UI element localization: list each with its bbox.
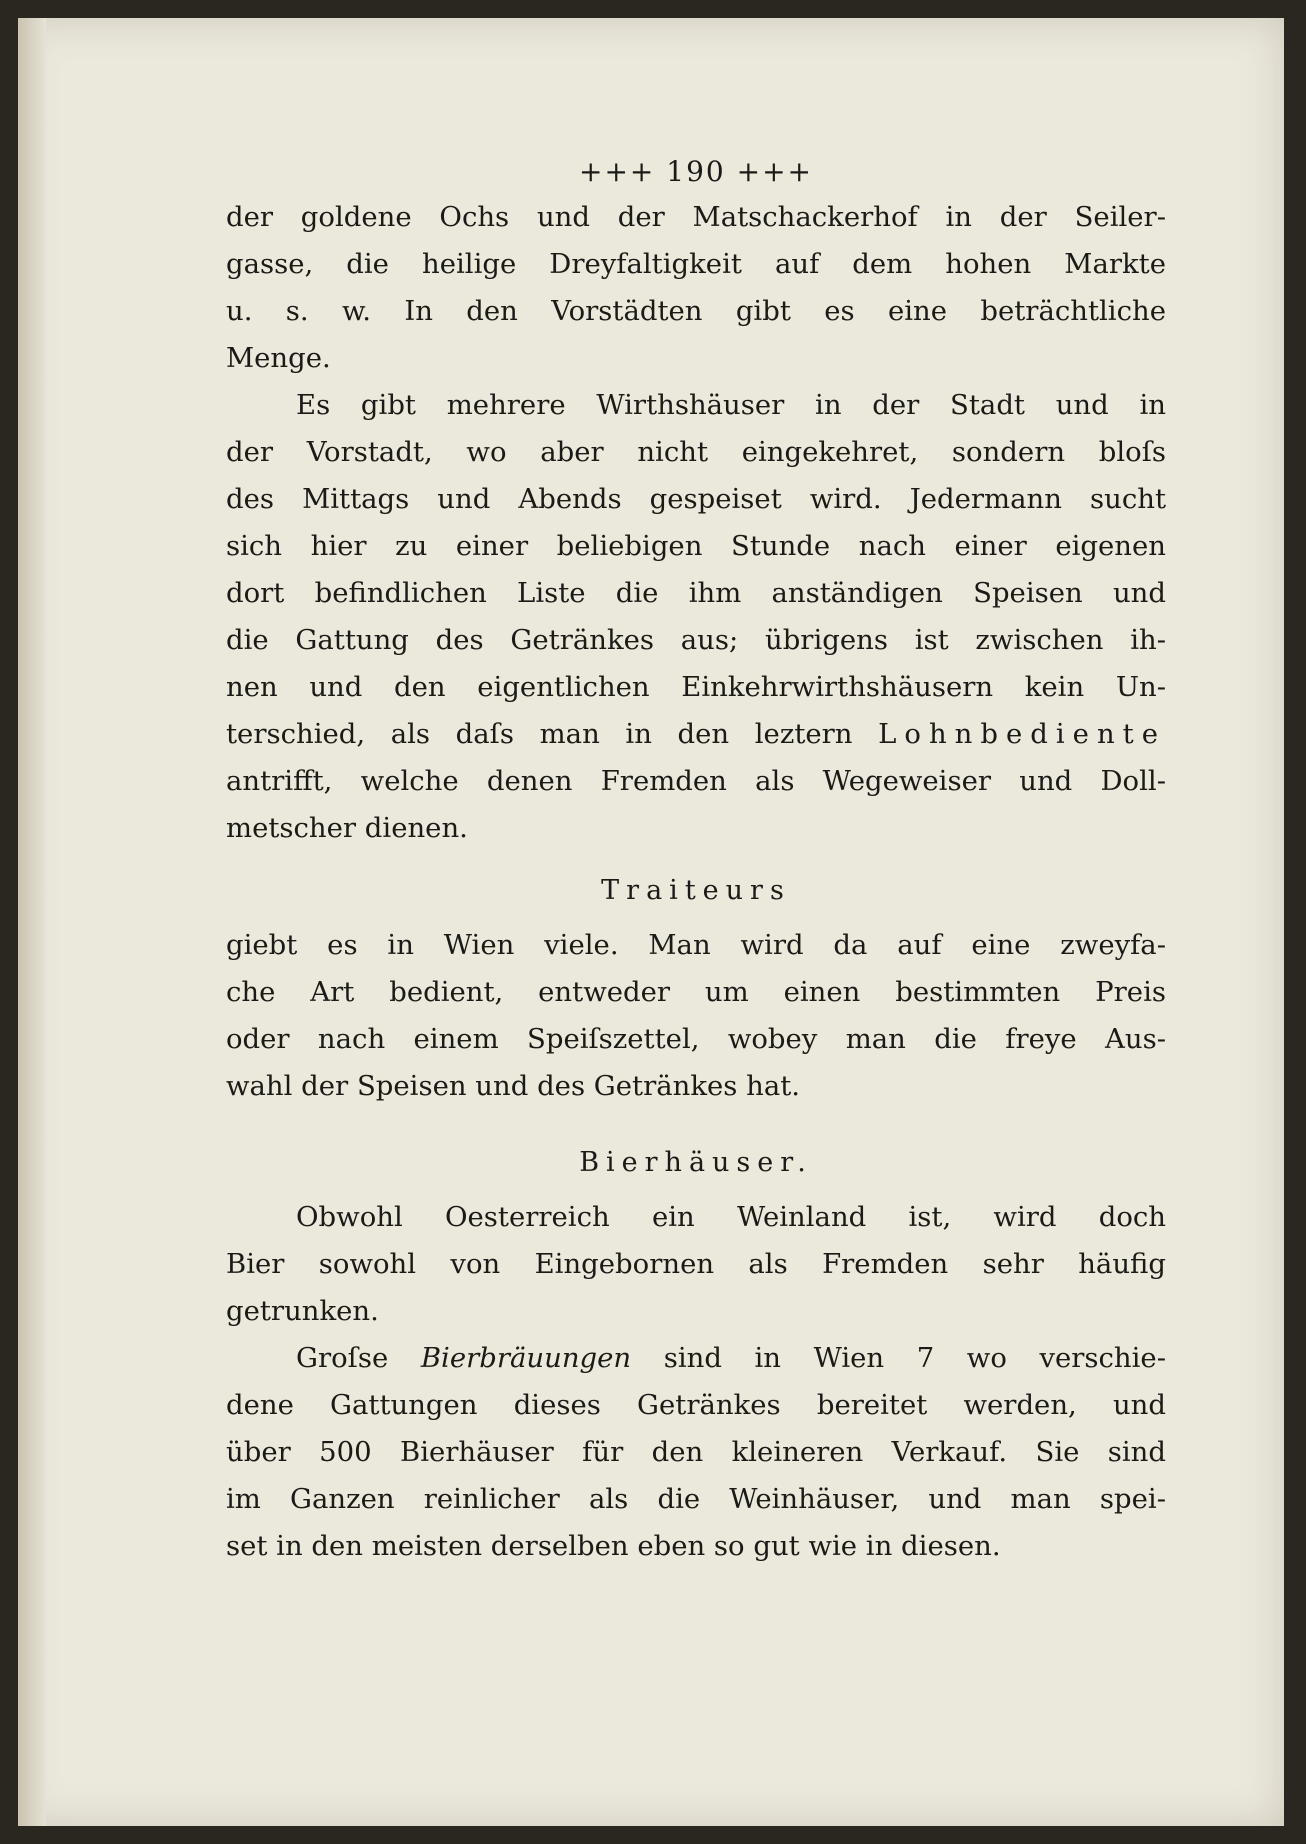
text-line: oder nach einem Speiſszettel, wobey man die freye Aus- (226, 1023, 1166, 1055)
text-line: Menge. (226, 342, 331, 374)
text-line: set in den meisten derselben eben so gut wie in diesen. (226, 1530, 1001, 1562)
text-line: die Gattung des Getränkes aus; übrigens ist zwischen ih- (226, 624, 1166, 656)
page-text (226, 150, 1166, 1570)
text-line: getrunken. (226, 1295, 379, 1327)
text-line: des Mittags und Abends gespeiset wird. Jedermann sucht (226, 483, 1166, 515)
text-line: antrifft, welche denen Fremden als Wegeweiser und Doll- (226, 765, 1166, 797)
page-number-header: +++ 190 +++ (578, 155, 813, 188)
text-line: der Vorstadt, wo aber nicht eingekehret, sondern bloſs (226, 436, 1166, 468)
text-line: nen und den eigentlichen Einkehrwirthshäusern kein Un- (226, 671, 1166, 703)
text-segment: terschied, als daſs man in den leztern (226, 718, 853, 750)
text-line: dene Gattungen dieses Getränkes bereitet werden, und (226, 1389, 1166, 1421)
page-gutter (18, 18, 46, 1826)
text-line: wahl der Speisen und des Getränkes hat. (226, 1070, 801, 1102)
spacer (226, 1110, 1166, 1124)
text-line (226, 1335, 1166, 1382)
italic-term: Bierbräuungen (420, 1342, 632, 1374)
section-heading-traiteurs: Traiteurs (601, 875, 791, 906)
text-line: sich hier zu einer beliebigen Stunde nach einer eigenen (226, 530, 1166, 562)
text-line: im Ganzen reinlicher als die Weinhäuser, und man spei- (226, 1483, 1166, 1515)
section-heading-bierhaeuser: Bierhäuser. (579, 1147, 813, 1178)
text-segment: Groſse (296, 1342, 389, 1374)
text-line: über 500 Bierhäuser für den kleineren Verkauf. Sie sind (226, 1436, 1166, 1468)
text-line: u. s. w. In den Vorstädten gibt es eine beträchtliche (226, 295, 1166, 327)
text-line: dort befindlichen Liste die ihm anständigen Speisen und (226, 577, 1166, 609)
text-line: che Art bedient, entweder um einen bestimmten Preis (226, 976, 1166, 1008)
text-line (226, 711, 1166, 758)
text-segment: sind in Wien 7 wo verschie- (663, 1342, 1166, 1374)
spaced-term: Lohnbediente (878, 718, 1166, 750)
text-line: Bier sowohl von Eingebornen als Fremden sehr häufig (226, 1248, 1166, 1280)
text-line: gasse, die heilige Dreyfaltigkeit auf dem hohen Markte (226, 248, 1166, 280)
text-line: Es gibt mehrere Wirthshäuser in der Stadt und in (296, 389, 1166, 421)
text-line: giebt es in Wien viele. Man wird da auf eine zweyfa- (226, 929, 1166, 961)
text-line: der goldene Ochs und der Matschackerhof in der Seiler- (226, 201, 1166, 233)
text-line: metscher dienen. (226, 812, 468, 844)
text-line: Obwohl Oesterreich ein Weinland ist, wird doch (296, 1201, 1166, 1233)
